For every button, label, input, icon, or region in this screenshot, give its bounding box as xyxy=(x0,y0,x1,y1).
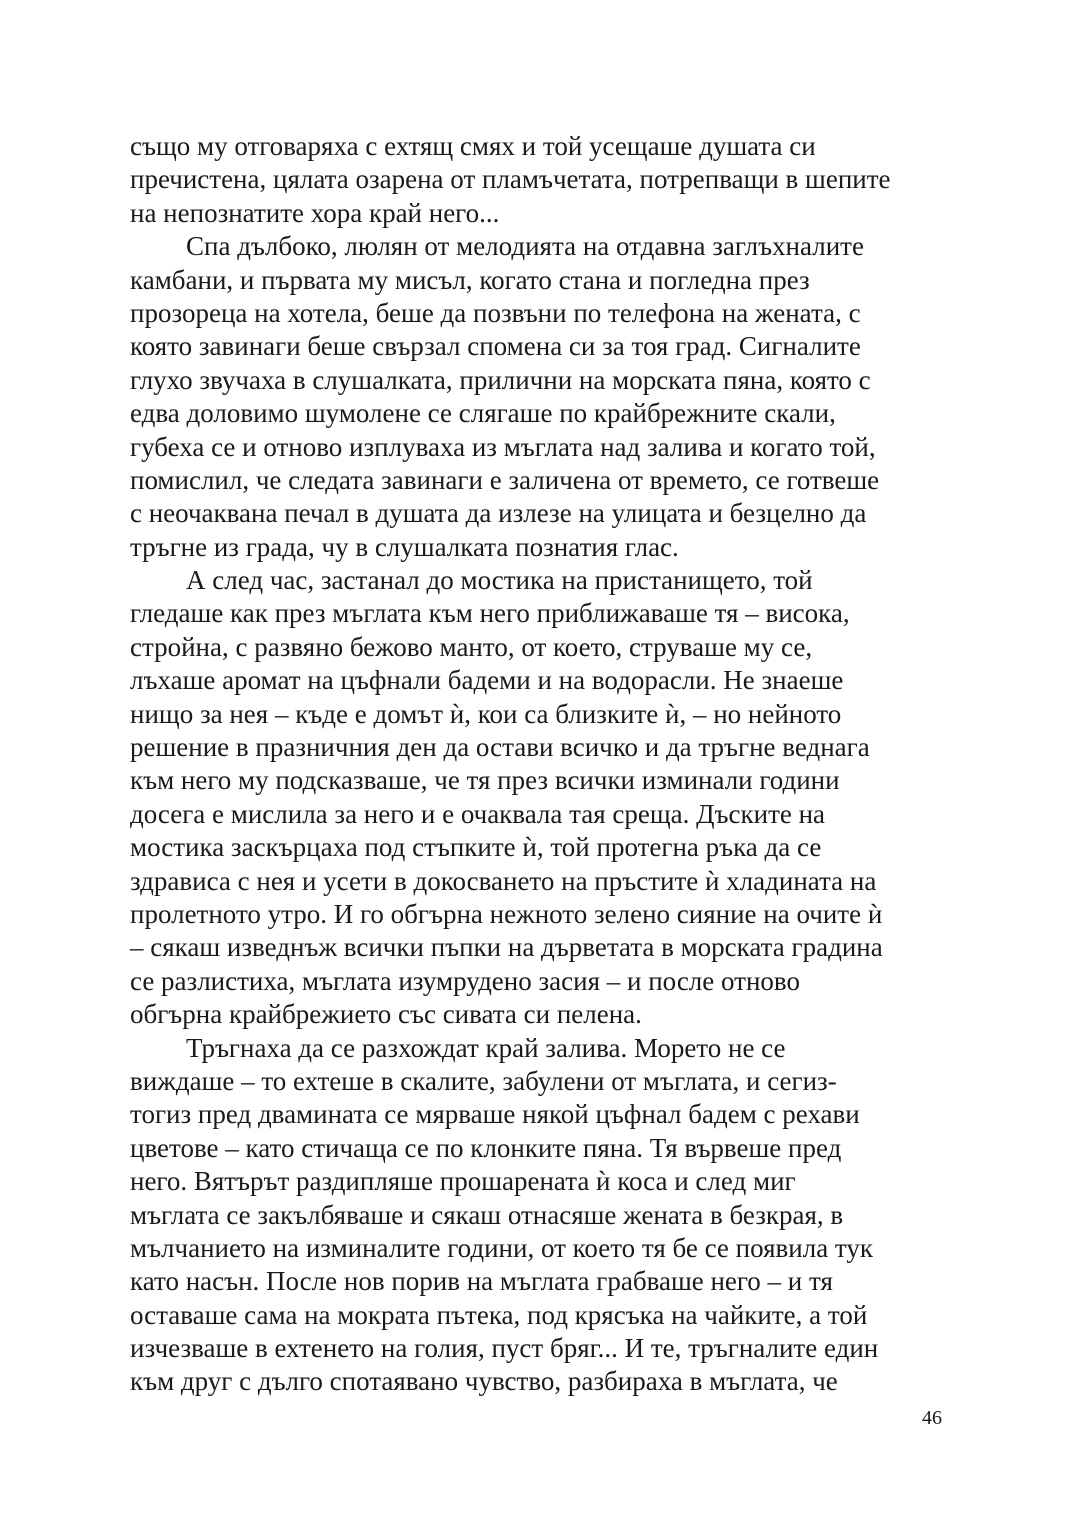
text-line: пречистена, цялата озарена от пламъчетата, потрепващи в шепите xyxy=(130,164,891,195)
text-line: решение в празничния ден да остави всичко и да тръгне веднага xyxy=(130,732,870,763)
text-line: стройна, с развяно бежово манто, от което, струваше му се, xyxy=(130,631,813,662)
text-line: мълчанието на изминалите години, от което тя бе се появила тук xyxy=(130,1232,873,1263)
text-line: виждаше – то ехтеше в скалите, забулени от мъглата, и сегиз- xyxy=(130,1065,837,1096)
text-line: прозореца на хотела, беше да позвъни по телефона на жената, с xyxy=(130,297,861,328)
text-line: на непознатите хора край него... xyxy=(130,197,500,228)
text-line: губеха се и отново изплуваха из мъглата над залива и когато той, xyxy=(130,431,876,462)
body-text xyxy=(130,130,960,1399)
text-line: към него му подсказваше, че тя през всички изминали години xyxy=(130,765,840,796)
paragraph-first-line: Спа дълбоко, люлян от мелодията на отдавна заглъхналите xyxy=(186,231,864,262)
text-line: тръгне из града, чу в слушалката познатия глас. xyxy=(130,531,679,562)
page-number: 46 xyxy=(922,1407,942,1429)
text-line: като насън. После нов порив на мъглата грабваше него – и тя xyxy=(130,1266,833,1297)
text-line: досега е мислила за него и е очаквала тая среща. Дъските на xyxy=(130,798,826,829)
text-line: гледаше как през мъглата към него приближаваше тя – висока, xyxy=(130,598,850,629)
text-line: с неочаквана печал в душата да излезе на улицата и безцелно да xyxy=(130,498,867,529)
text-line: се разлистиха, мъглата изумрудено засия – и после отново xyxy=(130,965,800,996)
text-line: мъглата се закълбяваше и сякаш отнасяше жената в безкрая, в xyxy=(130,1199,844,1230)
text-line: – сякаш изведнъж всички пъпки на дърветата в морската градина xyxy=(130,932,883,963)
text-line: тогиз пред двамината се мярваше някой цъфнал бадем с рехави xyxy=(130,1099,860,1130)
text-line: оставаше сама на мократа пътека, под крясъка на чайките, а той xyxy=(130,1299,868,1330)
text-line: изчезваше в ехтенето на голия, пуст бряг... И те, тръгналите един xyxy=(130,1333,879,1364)
text-line: цветове – като стичаща се по клонките пяна. Тя вървеше пред xyxy=(130,1132,842,1163)
text-line: глухо звучаха в слушалката, прилични на морската пяна, която с xyxy=(130,364,871,395)
text-line: помислил, че следата завинаги е заличена от времето, се готвеше xyxy=(130,464,880,495)
text-line: него. Вятърът раздипляше прошарената ѝ коса и след миг xyxy=(130,1166,796,1197)
text-line: към друг с дълго спотаявано чувство, разбираха в мъглата, че xyxy=(130,1366,838,1397)
text-line: пролетното утро. И го обгърна нежното зелено сияние на очите ѝ xyxy=(130,898,883,929)
text-line: също му отговаряха с ехтящ смях и той усещаше душата си xyxy=(130,131,816,161)
text-line: която завинаги беше свързал спомена си за тоя град. Сигналите xyxy=(130,331,861,362)
text-line: мостика заскърцаха под стъпките ѝ, той протегна ръка да се xyxy=(130,832,822,863)
text-line: камбани, и първата му мисъл, когато стана и погледна през xyxy=(130,264,810,295)
text-line: лъхаше аромат на цъфнали бадеми и на водорасли. Не знаеше xyxy=(130,665,844,696)
text-line: здрависа с нея и усети в докосването на пръстите ѝ хладината на xyxy=(130,865,877,896)
text-line: нищо за нея – къде е домът ѝ, кои са близките ѝ, – но нейното xyxy=(130,698,842,729)
paragraph-first-line: А след час, застанал до мостика на пристанището, той xyxy=(186,565,813,596)
text-line: едва доловимо шумолене се слягаше по крайбрежните скали, xyxy=(130,398,836,429)
text-line: обгърна крайбрежието със сивата си пелена. xyxy=(130,999,642,1030)
paragraph-first-line: Тръгнаха да се разхождат край залива. Морето не се xyxy=(186,1032,786,1063)
